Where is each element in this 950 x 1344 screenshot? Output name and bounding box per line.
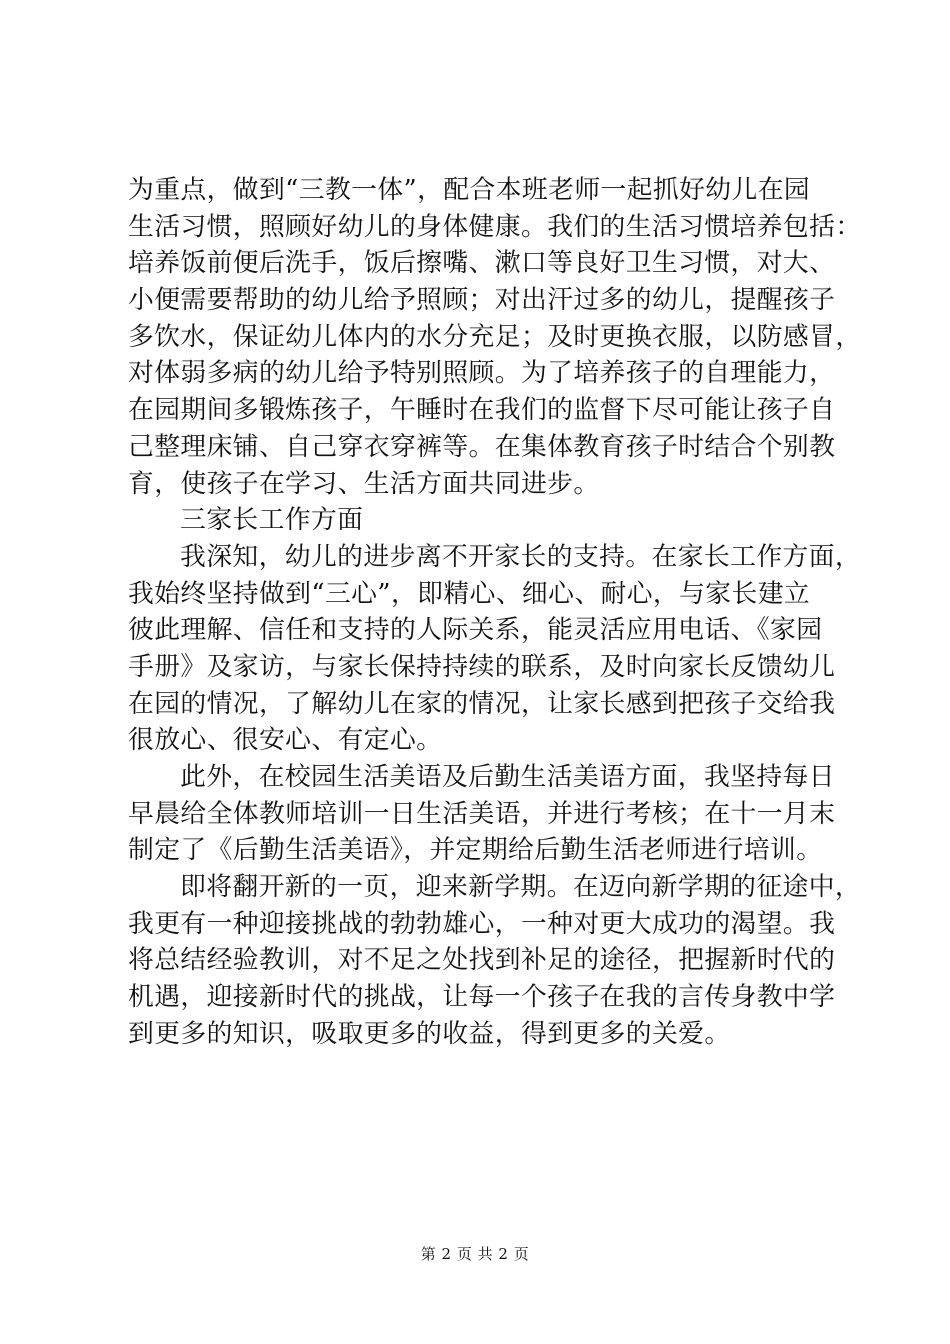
text-line: 多饮水，保证幼儿体内的水分充足；及时更换衣服，以防感冒，: [128, 321, 862, 352]
text-line: 彼此理解、信任和支持的人际关系，能灵活应用电话、《家园: [128, 615, 823, 646]
text-line: 到更多的知识，吸取更多的收益，得到更多的关爱。: [128, 1018, 731, 1049]
text-line: 机遇，迎接新时代的挑战，让每一个孩子在我的言传身教中学: [128, 982, 836, 1013]
page-number-footer: 第 2 页 共 2 页: [420, 1245, 530, 1263]
text-line: 手册》及家访，与家长保持持续的联系，及时向家长反馈幼儿: [128, 651, 836, 682]
text-line: 育，使孩子在学习、生活方面共同进步。: [128, 468, 600, 499]
text-line: 很放心、很安心、有定心。: [128, 725, 443, 756]
text-line: 对体弱多病的幼儿给予特别照顾。为了培养孩子的自理能力，: [128, 358, 836, 389]
paragraph-life-phrases: [128, 759, 840, 869]
text-line: 在园期间多锻炼孩子，午睡时在我们的监督下尽可能让孩子自: [128, 395, 836, 426]
text-line: 即将翻开新的一页，迎来新学期。在迈向新学期的征途中，: [180, 872, 862, 903]
text-line: 培养饭前便后洗手，饭后擦嘴、漱口等良好卫生习惯，对大、: [128, 248, 836, 279]
text-line: 早晨给全体教师培训一日生活美语，并进行考核；在十一月末: [128, 798, 836, 829]
text-line: 我始终坚持做到“三心”，即精心、细心、耐心，与家长建立: [128, 578, 811, 609]
text-line: 将总结经验教训，对不足之处找到补足的途径，把握新时代的: [128, 945, 836, 976]
text-line: 为重点，做到“三教一体”，配合本班老师一起抓好幼儿在园: [128, 175, 811, 205]
paragraph-parent-work: [128, 539, 862, 759]
section-heading-parent-work: 三家长工作方面: [180, 505, 364, 536]
text-line: 制定了《后勤生活美语》，并定期给后勤生活老师进行培训。: [128, 835, 823, 866]
text-line: 在园的情况，了解幼儿在家的情况，让家长感到把孩子交给我: [128, 688, 836, 719]
text-line: 己整理床铺、自己穿衣穿裤等。在集体教育孩子时结合个别教: [128, 431, 836, 462]
paragraph-new-semester: [128, 869, 862, 1052]
document-body: [128, 172, 862, 1053]
text-line: 生活习惯，照顾好幼儿的身体健康。我们的生活习惯培养包括：: [128, 211, 862, 242]
text-line: 此外，在校园生活美语及后勤生活美语方面，我坚持每日: [180, 762, 835, 792]
text-line: 小便需要帮助的幼儿给予照顾；对出汗过多的幼儿，提醒孩子: [128, 285, 836, 316]
text-line: 我更有一种迎接挑战的勃勃雄心，一种对更大成功的渴望。我: [128, 908, 836, 939]
paragraph-hygiene-habits: [128, 172, 862, 502]
text-line: 我深知，幼儿的进步离不开家长的支持。在家长工作方面，: [180, 541, 862, 572]
